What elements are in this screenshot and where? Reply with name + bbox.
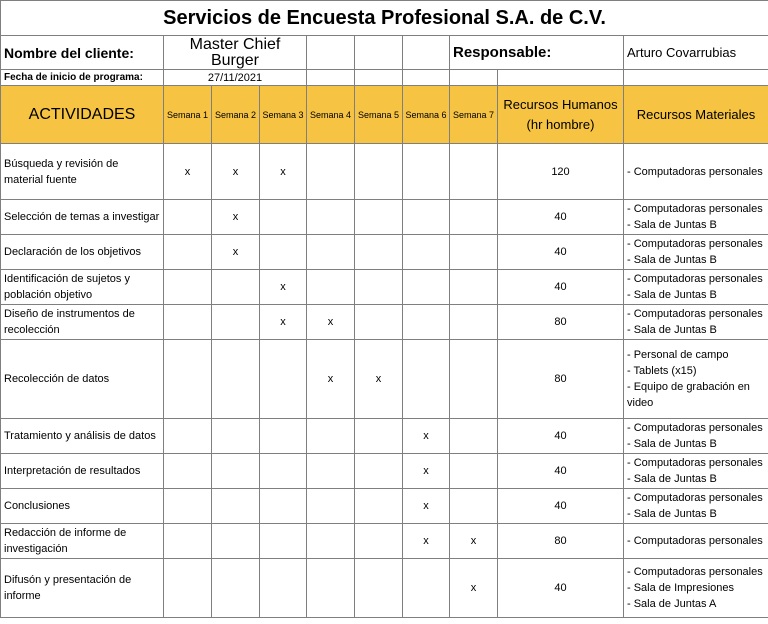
week-4-cell: [307, 144, 355, 200]
material-item: - Sala de Juntas B: [627, 438, 717, 450]
week-2-cell: [212, 340, 260, 419]
material-item: - Equipo de grabación en video: [627, 381, 750, 409]
empty-cell: [355, 36, 403, 70]
empty-cell: [403, 36, 450, 70]
week-3-cell: [260, 235, 307, 270]
week-7-cell: x: [450, 559, 498, 618]
week-5-cell: [355, 235, 403, 270]
material-item: - Computadoras personales: [627, 238, 763, 250]
week-header-2: Semana 2: [212, 86, 260, 144]
week-4-cell: [307, 489, 355, 524]
week-6-cell: [403, 340, 450, 419]
material-item: - Computadoras personales: [627, 308, 763, 320]
material-item: - Computadoras personales: [627, 457, 763, 469]
week-5-cell: [355, 419, 403, 454]
week-7-cell: [450, 200, 498, 235]
week-3-cell: [260, 489, 307, 524]
materials-cell: [624, 235, 768, 270]
client-row: [1, 36, 768, 70]
week-7-cell: [450, 454, 498, 489]
week-7-cell: [450, 235, 498, 270]
week-header-4: Semana 4: [307, 86, 355, 144]
week-7-cell: [450, 489, 498, 524]
human-hours: 80: [498, 305, 624, 340]
material-item: - Sala de Juntas A: [627, 598, 717, 610]
empty-cell: [450, 70, 498, 86]
week-2-cell: [212, 559, 260, 618]
activity-name: Recolección de datos: [1, 340, 164, 419]
responsible-label: Responsable:: [450, 36, 624, 70]
week-3-cell: [260, 559, 307, 618]
activity-name: Conclusiones: [1, 489, 164, 524]
week-6-cell: x: [403, 524, 450, 559]
activity-name: Búsqueda y revisión de material fuente: [1, 144, 164, 200]
week-header-7: Semana 7: [450, 86, 498, 144]
table-row: [1, 144, 768, 200]
start-date-row: [1, 70, 768, 86]
week-6-cell: [403, 200, 450, 235]
week-4-cell: x: [307, 305, 355, 340]
materials-cell: [624, 454, 768, 489]
material-item: - Sala de Juntas B: [627, 254, 717, 266]
week-5-cell: [355, 489, 403, 524]
table-row: [1, 200, 768, 235]
week-2-cell: [212, 305, 260, 340]
materials-cell: [624, 340, 768, 419]
week-4-cell: [307, 559, 355, 618]
week-1-cell: [164, 270, 212, 305]
week-2-cell: x: [212, 144, 260, 200]
week-4-cell: [307, 419, 355, 454]
week-7-cell: [450, 340, 498, 419]
week-3-cell: [260, 524, 307, 559]
week-7-cell: x: [450, 524, 498, 559]
week-6-cell: x: [403, 419, 450, 454]
week-6-cell: [403, 559, 450, 618]
table-row: [1, 340, 768, 419]
material-item: - Sala de Juntas B: [627, 508, 717, 520]
human-resources-header-line2: (hr hombre): [526, 116, 595, 132]
activities-header: ACTIVIDADES: [1, 86, 164, 144]
week-6-cell: [403, 270, 450, 305]
week-5-cell: [355, 305, 403, 340]
activity-name: Diseño de instrumentos de recolección: [1, 305, 164, 340]
human-hours: 40: [498, 559, 624, 618]
week-4-cell: [307, 454, 355, 489]
activity-name: Selección de temas a investigar: [1, 200, 164, 235]
materials-cell: [624, 305, 768, 340]
human-hours: 80: [498, 524, 624, 559]
material-item: - Tablets (x15): [627, 365, 697, 377]
week-7-cell: [450, 419, 498, 454]
human-resources-header: [498, 86, 624, 144]
material-item: - Sala de Juntas B: [627, 324, 717, 336]
human-hours: 40: [498, 200, 624, 235]
table-row: [1, 305, 768, 340]
human-hours: 40: [498, 454, 624, 489]
week-2-cell: [212, 270, 260, 305]
human-hours: 40: [498, 489, 624, 524]
week-1-cell: [164, 340, 212, 419]
week-7-cell: [450, 305, 498, 340]
week-1-cell: [164, 305, 212, 340]
materials-cell: [624, 270, 768, 305]
table-row: [1, 270, 768, 305]
material-item: - Computadoras personales: [627, 203, 763, 215]
week-5-cell: [355, 144, 403, 200]
week-6-cell: x: [403, 454, 450, 489]
human-resources-header-line1: Recursos Humanos: [503, 96, 618, 112]
table-row: [1, 524, 768, 559]
empty-cell: [307, 36, 355, 70]
week-3-cell: [260, 200, 307, 235]
week-3-cell: [260, 340, 307, 419]
materials-cell: [624, 559, 768, 618]
week-6-cell: [403, 235, 450, 270]
materials-cell: [624, 524, 768, 559]
week-2-cell: [212, 419, 260, 454]
material-item: - Computadoras personales: [627, 273, 763, 285]
week-3-cell: [260, 419, 307, 454]
page-title: Servicios de Encuesta Profesional S.A. de C.V.: [1, 1, 768, 36]
empty-cell: [624, 70, 768, 86]
week-5-cell: [355, 270, 403, 305]
week-5-cell: [355, 524, 403, 559]
week-5-cell: x: [355, 340, 403, 419]
week-1-cell: [164, 559, 212, 618]
week-6-cell: x: [403, 489, 450, 524]
week-5-cell: [355, 559, 403, 618]
week-1-cell: [164, 524, 212, 559]
materials-cell: [624, 489, 768, 524]
empty-cell: [403, 70, 450, 86]
client-value: Master Chief Burger: [164, 36, 307, 70]
week-3-cell: x: [260, 270, 307, 305]
week-4-cell: [307, 235, 355, 270]
table-row: [1, 489, 768, 524]
human-hours: 40: [498, 270, 624, 305]
week-1-cell: [164, 419, 212, 454]
material-item: - Sala de Juntas B: [627, 219, 717, 231]
week-3-cell: x: [260, 305, 307, 340]
week-6-cell: [403, 305, 450, 340]
client-label: Nombre del cliente:: [1, 36, 164, 70]
week-1-cell: [164, 454, 212, 489]
material-item: - Personal de campo: [627, 349, 729, 361]
table-row: [1, 235, 768, 270]
week-1-cell: [164, 235, 212, 270]
week-3-cell: [260, 454, 307, 489]
material-item: - Computadoras personales: [627, 422, 763, 434]
week-2-cell: [212, 454, 260, 489]
week-5-cell: [355, 454, 403, 489]
activity-name: Tratamiento y análisis de datos: [1, 419, 164, 454]
week-1-cell: [164, 200, 212, 235]
table-row: [1, 454, 768, 489]
activity-name: Identificación de sujetos y población objetivo: [1, 270, 164, 305]
materials-cell: [624, 200, 768, 235]
material-item: - Sala de Impresiones: [627, 582, 734, 594]
start-date-label: Fecha de inicio de programa:: [1, 70, 164, 86]
week-7-cell: [450, 270, 498, 305]
material-item: - Sala de Juntas B: [627, 289, 717, 301]
week-4-cell: [307, 270, 355, 305]
empty-cell: [307, 70, 355, 86]
human-hours: 120: [498, 144, 624, 200]
empty-cell: [355, 70, 403, 86]
header-row: [1, 86, 768, 144]
activity-name: Interpretación de resultados: [1, 454, 164, 489]
activity-name: Redacción de informe de investigación: [1, 524, 164, 559]
week-header-6: Semana 6: [403, 86, 450, 144]
week-header-1: Semana 1: [164, 86, 212, 144]
table-row: [1, 559, 768, 618]
activity-name: Difusón y presentación de informe: [1, 559, 164, 618]
title-row: [1, 1, 768, 36]
material-item: - Sala de Juntas B: [627, 473, 717, 485]
material-resources-header: Recursos Materiales: [624, 86, 768, 144]
week-4-cell: [307, 524, 355, 559]
week-2-cell: [212, 489, 260, 524]
responsible-value: Arturo Covarrubias: [624, 36, 768, 70]
activity-name: Declaración de los objetivos: [1, 235, 164, 270]
week-header-3: Semana 3: [260, 86, 307, 144]
week-4-cell: [307, 200, 355, 235]
human-hours: 80: [498, 340, 624, 419]
human-hours: 40: [498, 419, 624, 454]
materials-cell: [624, 144, 768, 200]
week-3-cell: x: [260, 144, 307, 200]
start-date-value: 27/11/2021: [164, 70, 307, 86]
material-item: - Computadoras personales: [627, 492, 763, 504]
table-row: [1, 419, 768, 454]
week-2-cell: [212, 524, 260, 559]
week-5-cell: [355, 200, 403, 235]
week-header-5: Semana 5: [355, 86, 403, 144]
empty-cell: [498, 70, 624, 86]
week-1-cell: [164, 489, 212, 524]
materials-cell: [624, 419, 768, 454]
week-7-cell: [450, 144, 498, 200]
material-item: - Computadoras personales: [627, 165, 763, 178]
week-2-cell: x: [212, 200, 260, 235]
material-item: - Computadoras personales: [627, 566, 763, 578]
week-4-cell: x: [307, 340, 355, 419]
week-6-cell: [403, 144, 450, 200]
week-2-cell: x: [212, 235, 260, 270]
human-hours: 40: [498, 235, 624, 270]
week-1-cell: x: [164, 144, 212, 200]
material-item: - Computadoras personales: [627, 535, 763, 547]
